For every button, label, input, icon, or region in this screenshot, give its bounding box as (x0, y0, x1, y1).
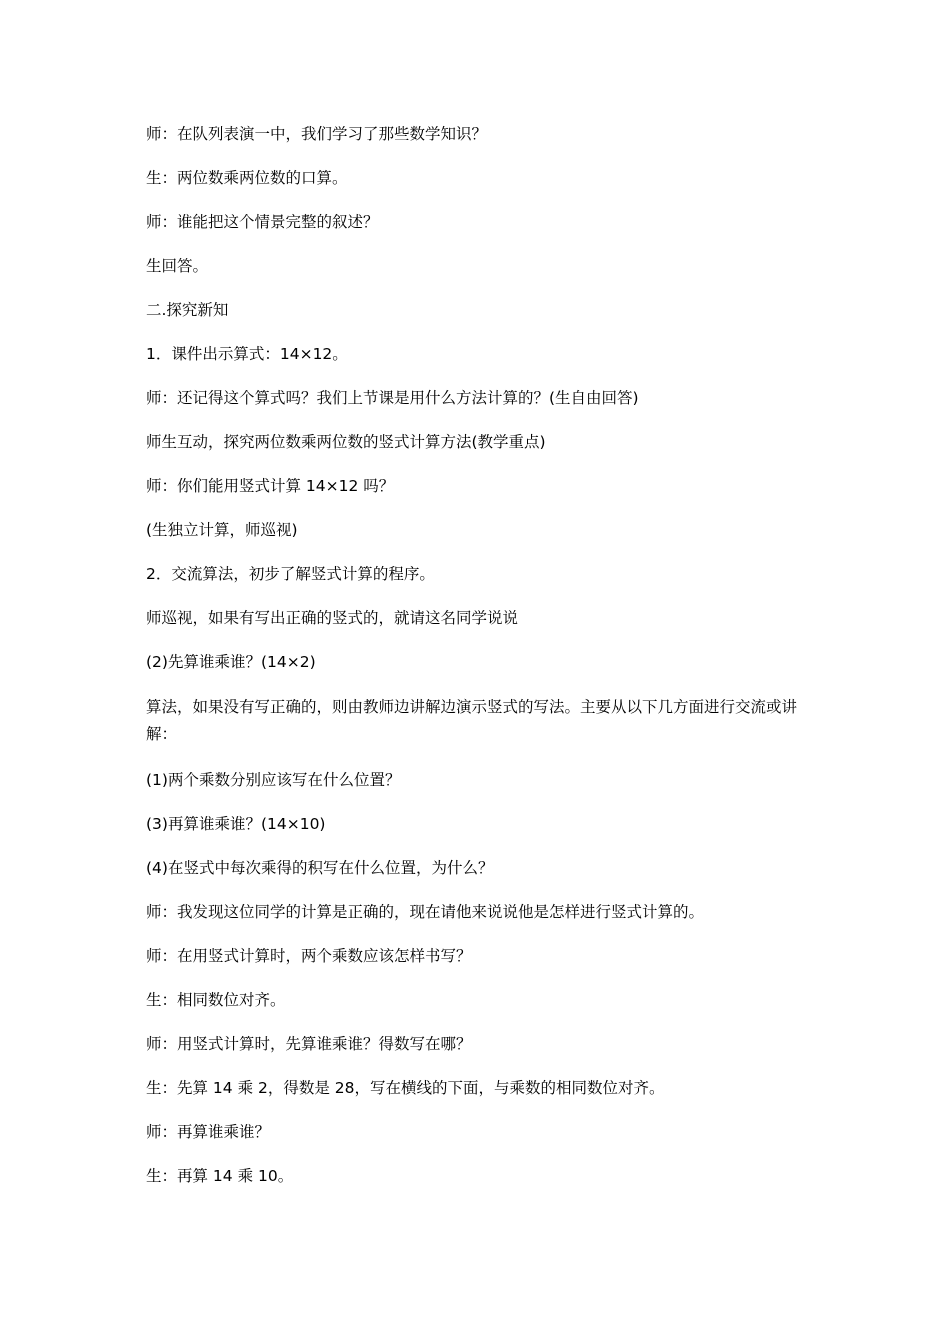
paragraph: (1)两个乘数分别应该写在什么位置？ (146, 771, 401, 789)
paragraph: 生：相同数位对齐。 (146, 991, 286, 1009)
paragraph: 生：再算 14 乘 10。 (146, 1167, 294, 1185)
paragraph: 生：两位数乘两位数的口算。 (146, 169, 348, 187)
paragraph: (2)先算谁乘谁？(14×2) (146, 653, 316, 671)
paragraph: 生回答。 (146, 257, 209, 275)
paragraph: 2．交流算法，初步了解竖式计算的程序。 (146, 565, 435, 583)
paragraph: 师生互动，探究两位数乘两位数的竖式计算方法(教学重点) (146, 433, 546, 451)
paragraph: 生：先算 14 乘 2，得数是 28，写在横线的下面，与乘数的相同数位对齐。 (146, 1079, 665, 1097)
paragraph: 师：还记得这个算式吗？我们上节课是用什么方法计算的？(生自由回答) (146, 389, 639, 407)
paragraph: (3)再算谁乘谁？(14×10) (146, 815, 326, 833)
paragraph: (4)在竖式中每次乘得的积写在什么位置，为什么？ (146, 859, 494, 877)
section-heading: 二.探究新知 (146, 301, 229, 319)
paragraph: 师巡视，如果有写出正确的竖式的，就请这名同学说说 (146, 609, 519, 627)
paragraph: 师：再算谁乘谁？ (146, 1123, 271, 1141)
paragraph: 师：我发现这位同学的计算是正确的，现在请他来说说他是怎样进行竖式计算的。 (146, 903, 705, 921)
paragraph: 师：在队列表演一中，我们学习了那些数学知识？ (146, 125, 488, 143)
document-body (146, 122, 818, 1208)
paragraph: 1．课件出示算式：14×12。 (146, 345, 348, 363)
paragraph: 算法，如果没有写正确的，则由教师边讲解边演示竖式的写法。主要从以下几方面进行交流或讲解： (146, 698, 798, 743)
paragraph: 师：用竖式计算时，先算谁乘谁？得数写在哪？ (146, 1035, 472, 1053)
paragraph: (生独立计算，师巡视) (146, 521, 298, 539)
paragraph: 师：你们能用竖式计算 14×12 吗？ (146, 477, 395, 495)
paragraph: 师：谁能把这个情景完整的叙述？ (146, 213, 379, 231)
paragraph: 师：在用竖式计算时，两个乘数应该怎样书写？ (146, 947, 472, 965)
